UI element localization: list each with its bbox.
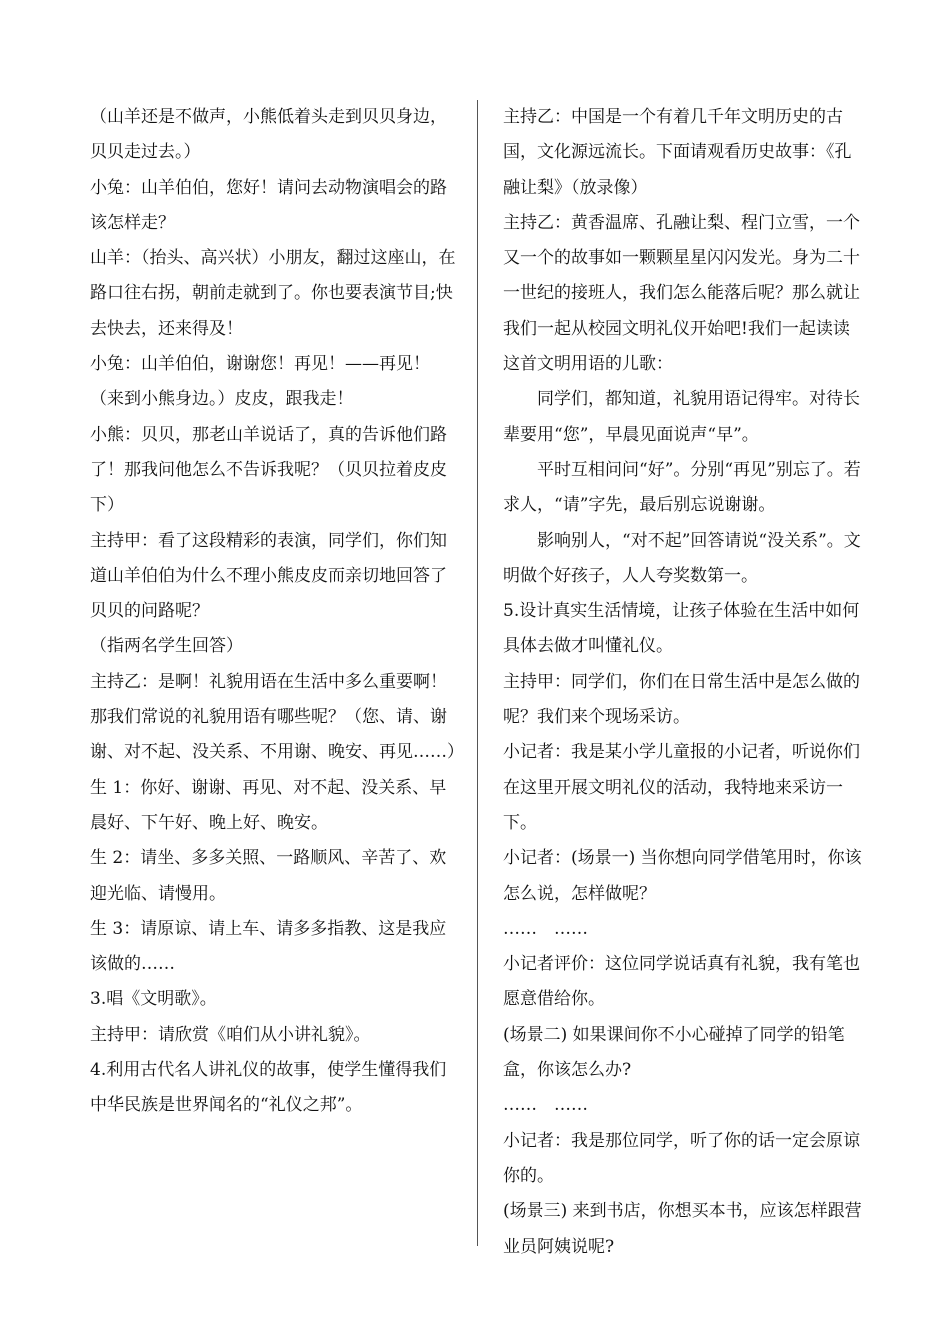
paragraph: 主持乙：是啊！礼貌用语在生活中多么重要啊！那我们常说的礼貌用语有哪些呢？（您、请、谢谢、对不起、没关系、不用谢、晚安、再见……） [90,671,464,763]
left-column [90,100,464,1124]
ellipsis-line: …… …… [503,1095,588,1116]
section-heading: 5.设计真实生活情境，让孩子体验在生活中如何具体去做才叫懂礼仪。 [503,601,860,657]
paragraph: 山羊：（抬头、高兴状）小朋友，翻过这座山，在路口往右拐，朝前走就到了。你也要表演节目;快去快去，还来得及！ [90,248,456,339]
section-heading: 3.唱《文明歌》。 [90,989,217,1010]
paragraph: 小记者：(场景一) 当你想向同学借笔用时，你该怎么说，怎样做呢？ [503,848,862,904]
paragraph: （山羊还是不做声，小熊低着头走到贝贝身边，贝贝走过去。） [90,107,447,163]
paragraph: 主持乙：黄香温席、孔融让梨、程门立雪，一个又一个的故事如一颗颗星星闪闪发光。身为二十一世纪的接班人，我们怎么能落后呢？那么就让我们一起从校园文明礼仪开始吧!我们一起读读这首文明用语的儿歌： [503,212,860,375]
rhyme-stanza: 平时互相问问“好”。分别“再见”别忘了。若求人，“请”字先，最后别忘说谢谢。 [503,459,861,516]
paragraph: 主持乙：中国是一个有着几千年文明历史的古国，文化源远流长。下面请观看历史故事：《孔融让梨》（放录像） [503,107,852,198]
paragraph: 小兔：山羊伯伯，谢谢您！再见！——再见！（来到小熊身边。）皮皮，跟我走！ [90,354,430,410]
paragraph: 主持甲：看了这段精彩的表演，同学们，你们知道山羊伯伯为什么不理小熊皮皮而亲切地回答了贝贝的问路呢？ [90,530,447,622]
paragraph: 生 2：请坐、多多关照、一路顺风、辛苦了、欢迎光临、请慢用。 [90,848,447,904]
paragraph: (场景三) 来到书店，你想买本书，应该怎样跟营业员阿姨说呢? [503,1201,862,1257]
paragraph: 小兔：山羊伯伯，您好！请问去动物演唱会的路该怎样走？ [90,177,447,233]
rhyme-stanza: 影响别人，“对不起”回答请说“没关系”。文明做个好孩子，人人夸奖数第一。 [503,530,861,586]
paragraph: 小记者：我是那位同学，听了你的话一定会原谅你的。 [503,1130,860,1186]
paragraph: 生 3：请原谅、请上车、请多多指教、这是我应该做的…… [90,918,447,975]
rhyme-stanza: 同学们，都知道，礼貌用语记得牢。对待长辈要用“您”，早晨见面说声“早”。 [503,389,860,445]
section-heading: 4.利用古代名人讲礼仪的故事，使学生懂得我们中华民族是世界闻名的“礼仪之邦”。 [90,1060,447,1116]
ellipsis-line: …… …… [503,918,588,939]
paragraph: （指两名学生回答） [90,636,243,657]
paragraph: 小记者评价：这位同学说话真有礼貌，我有笔也愿意借给你。 [503,954,860,1010]
column-divider [477,100,478,1246]
paragraph: 小熊：贝贝，那老山羊说话了，真的告诉他们路了！那我问他怎么不告诉我呢？（贝贝拉着皮皮下） [90,424,447,516]
paragraph: 小记者：我是某小学儿童报的小记者，听说你们在这里开展文明礼仪的活动，我特地来采访一下。 [503,742,860,833]
paragraph: (场景二) 如果课间你不小心碰掉了同学的铅笔盒，你该怎么办? [503,1024,845,1081]
right-column [503,100,865,1265]
paragraph: 主持甲：同学们，你们在日常生活中是怎么做的呢？我们来个现场采访。 [503,671,860,728]
paragraph: 主持甲：请欣赏《咱们从小讲礼貌》。 [90,1024,371,1045]
paragraph: 生 1：你好、谢谢、再见、对不起、没关系、早晨好、下午好、晚上好、晚安。 [90,777,447,833]
